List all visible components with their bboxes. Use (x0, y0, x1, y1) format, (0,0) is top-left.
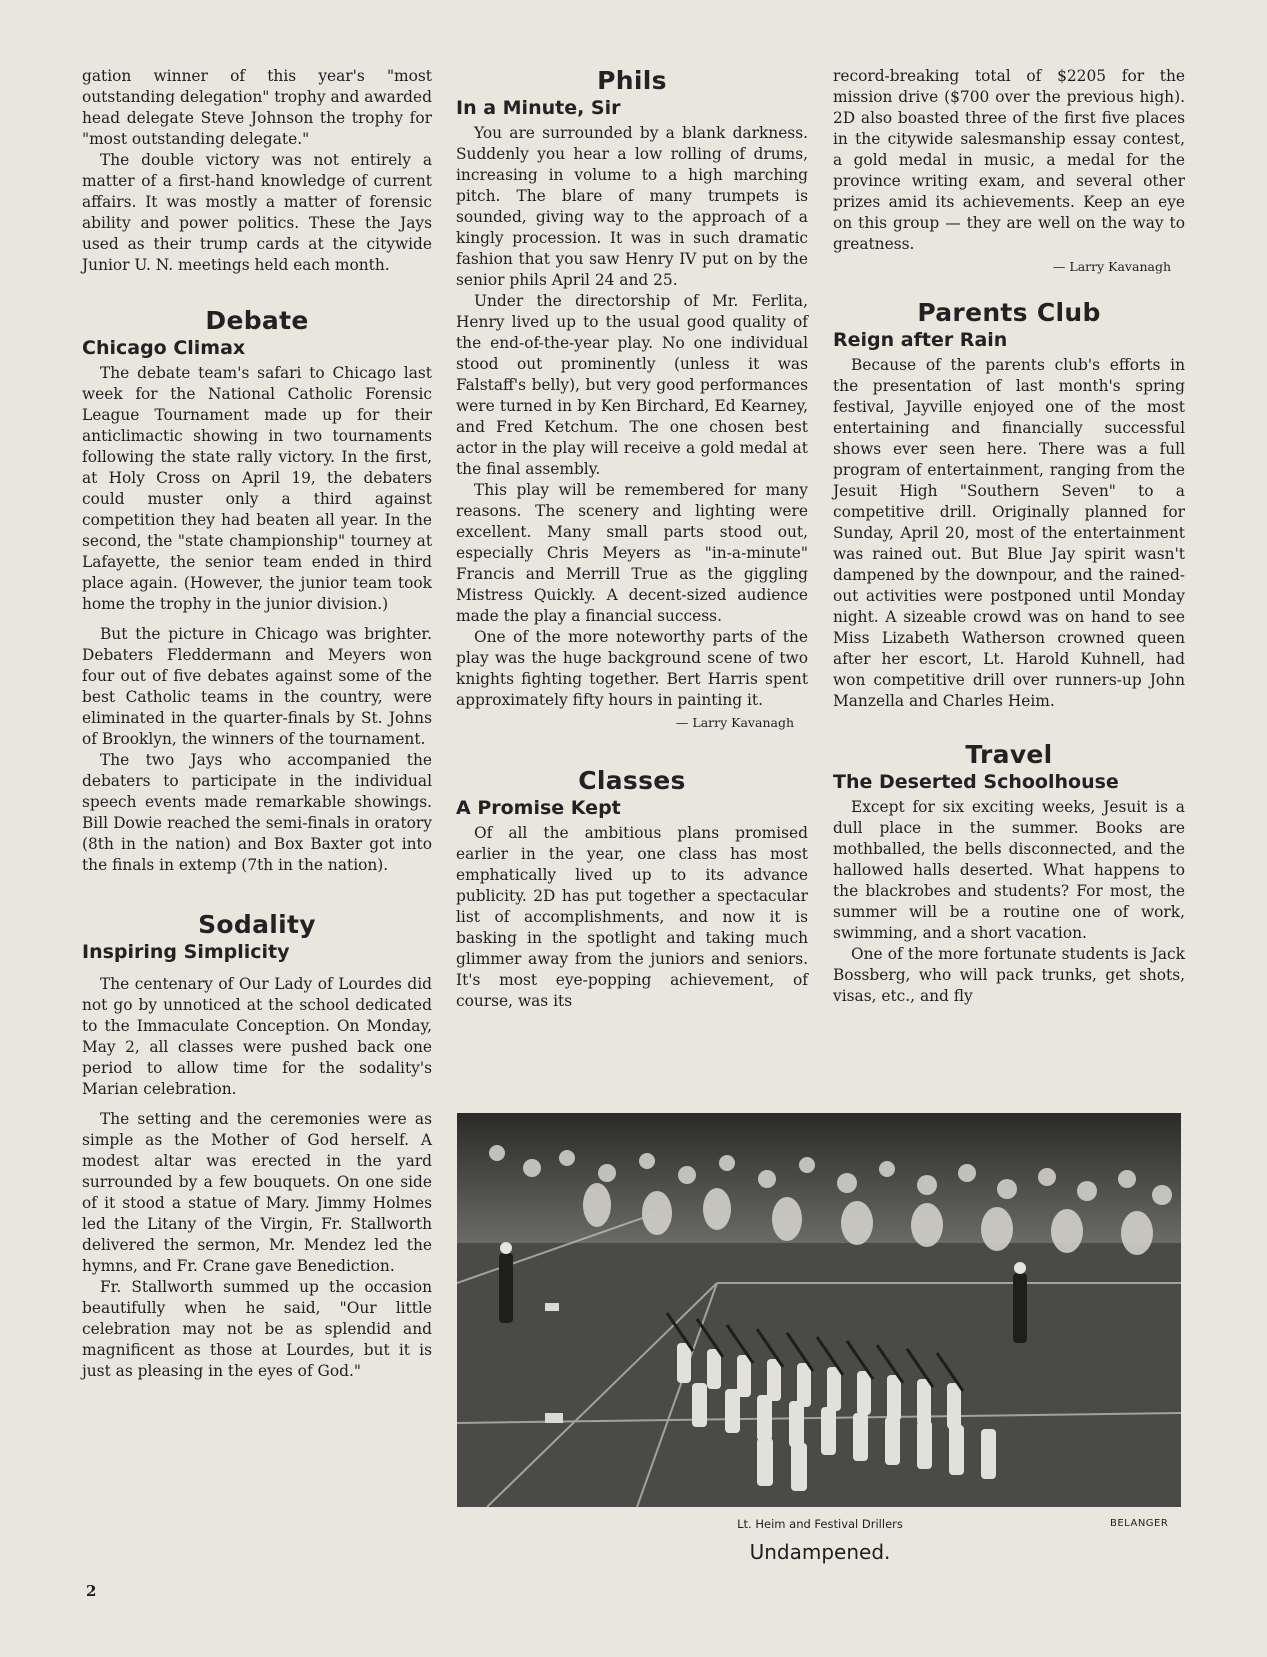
drill-photo-illustration (457, 1113, 1181, 1507)
intro-paragraph-1: gation winner of this year's "most outstanding delegation" trophy and awarded head delegate Steve Johnson the trophy for "most outstanding delegate." (82, 67, 432, 148)
section-title-travel: Travel (965, 740, 1053, 769)
section-title-sodality: Sodality (198, 910, 316, 939)
debate-paragraph-3: The two Jays who accompanied the debaters to participate in the individual speech events made remarkable showings. Bill Dowie reached the semi-finals in oratory (8th in the nation) and Box Baxter got into the finals in extemp (7th in the nation). (82, 751, 432, 874)
travel-paragraph-2: One of the more fortunate students is Jack Bossberg, who will pack trunks, get shots, visas, etc., and fly (833, 945, 1185, 1005)
headline-sodality: Inspiring Simplicity (82, 941, 290, 963)
headline-travel: The Deserted Schoolhouse (833, 771, 1119, 793)
photo-credit: BELANGER (1110, 1518, 1169, 1529)
phils-paragraph-1: You are surrounded by a blank darkness. Suddenly you hear a low rolling of drums, increasing in volume to a high marching pitch. The blare of many trumpets is sounded, giving way to the approach of a kingly procession. It was in such dramatic fashion that you saw Henry IV put on by the senior phils April 24 and 25. (456, 124, 808, 289)
column-3 (833, 66, 1185, 1007)
column-2 (456, 66, 808, 1012)
phils-paragraph-2: Under the directorship of Mr. Ferlita, Henry lived up to the usual good quality of the end-of-the-year play. No one individual stood out prominently (unless it was Falstaff's belly), but very good performances were turned in by Ken Birchard, Ed Kearney, and Fred Ketchum. The one chosen best actor in the play will receive a gold medal at the final assembly. (456, 292, 808, 478)
section-title-classes: Classes (578, 766, 686, 795)
court-marker (545, 1303, 559, 1311)
sodality-paragraph-2: The setting and the ceremonies were as simple as the Mother of God herself. A modest altar was erected in the yard surrounded by a few bouquets. On one side of it stood a statue of Mary. Jimmy Holmes led the Litany of the Virgin, Fr. Stallworth delivered the sermon, Mr. Mendez led the hymns, and Fr. Crane gave Benediction. (82, 1110, 432, 1275)
section-title-phils: Phils (597, 66, 667, 95)
classes-continued-paragraph: record-breaking total of $2205 for the mission drive ($700 over the previous high). 2D also boasted three of the first five places in the citywide salesmanship essay contest, a gold medal in music, a medal for the province writing exam, and several other prizes amid its achievements. Keep an eye on this group — they are well on the way to greatness. (833, 67, 1185, 253)
phils-paragraph-3: This play will be remembered for many reasons. The scenery and lighting were excellent. Many small parts stood out, especially Chris Meyers as "in-a-minute" Francis and Merrill True as the giggling Mistress Quickly. A decent-sized audience made the play a financial success. (456, 481, 808, 625)
festival-drill-photo (457, 1113, 1181, 1507)
sodality-paragraph-3: Fr. Stallworth summed up the occasion beautifully when he said, "Our little celebration may not be as splendid and magnificent as those at Lourdes, but it is just as pleasing in the eyes of God." (82, 1278, 432, 1380)
intro-paragraph-2: The double victory was not entirely a matter of a first-hand knowledge of current affairs. It was mostly a matter of forensic ability and power politics. These the Jays used as their trump cards at the citywide Junior U. N. meetings held each month. (82, 151, 432, 274)
travel-paragraph-1: Except for six exciting weeks, Jesuit is a dull place in the summer. Books are mothballed, the bells disconnected, and the hallowed halls deserted. What happens to the blackrobes and students? For most, the summer will be a routine one of work, swimming, and a short vacation. (833, 798, 1185, 942)
section-title-parents-club: Parents Club (917, 298, 1101, 327)
photo-caption: Lt. Heim and Festival Drillers (737, 1517, 903, 1531)
column-1 (82, 66, 432, 1382)
byline-classes: — Larry Kavanagh (1052, 259, 1171, 274)
court-marker (545, 1413, 563, 1423)
photo-subcaption: Undampened. (749, 1540, 891, 1564)
debate-paragraph-2: But the picture in Chicago was brighter. Debaters Fleddermann and Meyers won four out of five debates against some of the best Catholic teams in the country, were eliminated in the quarter-finals by St. Johns of Brooklyn, the winners of the tournament. (82, 625, 432, 748)
classes-paragraph-1: Of all the ambitious plans promised earlier in the year, one class has most emphatically lived up to its advance publicity. 2D has put together a spectacular list of accomplishments, and now it is basking in the spotlight and taking much glimmer away from the juniors and seniors. It's most eye-popping achievement, of course, was its (456, 824, 808, 1010)
parents-club-paragraph-1: Because of the parents club's efforts in the presentation of last month's spring festival, Jayville enjoyed one of the most entertaining and financially successful shows ever seen here. There was a full program of entertainment, ranging from the Jesuit High "Southern Seven" to a competitive drill. Originally planned for Sunday, April 20, most of the entertainment was rained out. But Blue Jay spirit wasn't dampened by the downpour, and the rained-out activities were postponed until Monday night. A sizeable crowd was on hand to see Miss Lizabeth Watherson crowned queen after her escort, Lt. Harold Kuhnell, had won competitive drill over runners-up John Manzella and Charles Heim. (833, 356, 1185, 710)
phils-paragraph-4: One of the more noteworthy parts of the play was the huge background scene of two knights fighting together. Bert Harris spent approximately fifty hours in painting it. (456, 628, 808, 709)
section-title-debate: Debate (205, 306, 309, 335)
page-number: 2 (86, 1582, 97, 1600)
headline-debate: Chicago Climax (82, 337, 246, 359)
debate-paragraph-1: The debate team's safari to Chicago last week for the National Catholic Forensic League Tournament made up for their anticlimactic showing in two tournaments following the state rally victory. In the first, at Holy Cross on April 19, the debaters could muster only a third against competition they had beaten all year. In the second, the "state championship" tourney at Lafayette, the senior team ended in third place again. (However, the junior team took home the trophy in the junior division.) (82, 364, 432, 613)
byline-phils: — Larry Kavanagh (675, 715, 794, 730)
headline-phils: In a Minute, Sir (456, 97, 621, 119)
sodality-paragraph-1: The centenary of Our Lady of Lourdes did not go by unnoticed at the school dedicated to the Immaculate Conception. On Monday, May 2, all classes were pushed back one period to allow time for the sodality's Marian celebration. (82, 975, 432, 1098)
headline-classes: A Promise Kept (456, 797, 621, 819)
headline-parents-club: Reign after Rain (833, 329, 1008, 351)
